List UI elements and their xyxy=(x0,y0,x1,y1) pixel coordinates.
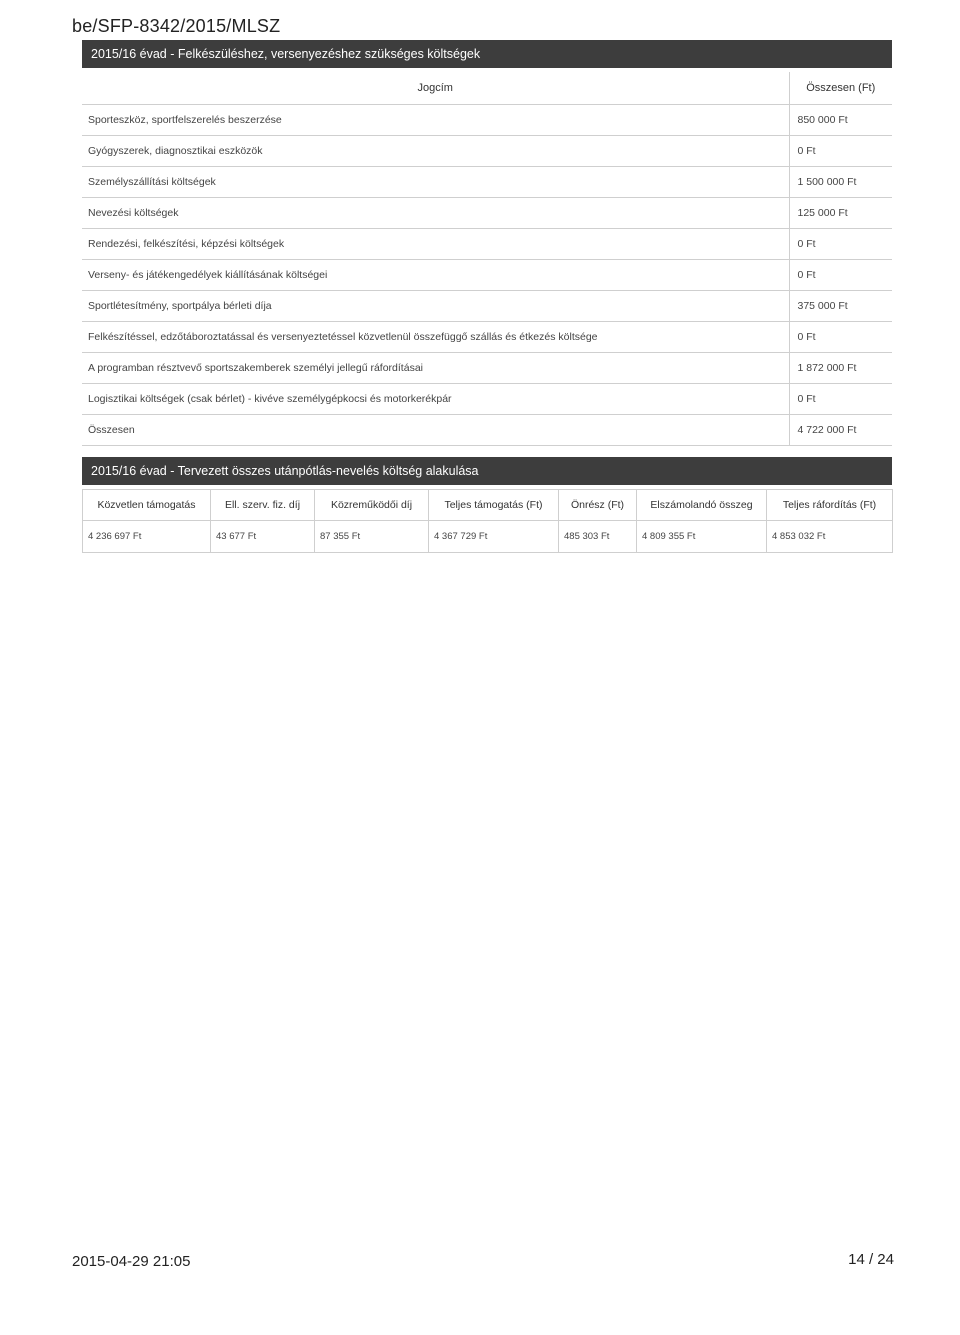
row-label: Rendezési, felkészítési, képzési költségek xyxy=(82,229,789,260)
section-title-summary: 2015/16 évad - Tervezett összes utánpótlás-nevelés költség alakulása xyxy=(82,457,892,485)
header-intermediary-fee: Közreműködői díj xyxy=(315,490,429,521)
table-row xyxy=(82,291,892,322)
total-label: Összesen xyxy=(82,415,789,446)
summary-header-row xyxy=(83,490,893,521)
value-control-fee: 43 677 Ft xyxy=(211,521,315,553)
table-header-row xyxy=(82,72,892,105)
table-row xyxy=(82,384,892,415)
value-total-support: 4 367 729 Ft xyxy=(429,521,559,553)
row-label: Sporteszköz, sportfelszerelés beszerzése xyxy=(82,105,789,136)
row-amount: 850 000 Ft xyxy=(789,105,892,136)
header-amount: Összesen (Ft) xyxy=(789,72,892,105)
row-label: Személyszállítási költségek xyxy=(82,167,789,198)
header-accountable-amount: Elszámolandó összeg xyxy=(637,490,767,521)
header-total-support: Teljes támogatás (Ft) xyxy=(429,490,559,521)
table-row xyxy=(82,136,892,167)
value-direct-support: 4 236 697 Ft xyxy=(83,521,211,553)
table-row xyxy=(82,322,892,353)
total-row xyxy=(82,415,892,446)
header-control-fee: Ell. szerv. fiz. díj xyxy=(211,490,315,521)
row-label: Sportlétesítmény, sportpálya bérleti díja xyxy=(82,291,789,322)
value-intermediary-fee: 87 355 Ft xyxy=(315,521,429,553)
row-label: Nevezési költségek xyxy=(82,198,789,229)
value-accountable-amount: 4 809 355 Ft xyxy=(637,521,767,553)
row-amount: 1 500 000 Ft xyxy=(789,167,892,198)
row-amount: 375 000 Ft xyxy=(789,291,892,322)
header-title: Jogcím xyxy=(82,72,789,105)
table-row xyxy=(82,198,892,229)
row-amount: 0 Ft xyxy=(789,322,892,353)
header-direct-support: Közvetlen támogatás xyxy=(83,490,211,521)
value-total-expenditure: 4 853 032 Ft xyxy=(767,521,893,553)
cost-table xyxy=(82,72,892,446)
row-label: Verseny- és játékengedélyek kiállításának költségei xyxy=(82,260,789,291)
table-row xyxy=(82,260,892,291)
table-row xyxy=(82,353,892,384)
row-amount: 125 000 Ft xyxy=(789,198,892,229)
row-label: Logisztikai költségek (csak bérlet) - kivéve személygépkocsi és motorkerékpár xyxy=(82,384,789,415)
section-title-costs: 2015/16 évad - Felkészüléshez, versenyezéshez szükséges költségek xyxy=(82,40,892,68)
row-amount: 0 Ft xyxy=(789,260,892,291)
row-amount: 0 Ft xyxy=(789,229,892,260)
summary-values-row xyxy=(83,521,893,553)
row-label: A programban résztvevő sportszakemberek személyi jellegű ráfordításai xyxy=(82,353,789,384)
header-own-contribution: Önrész (Ft) xyxy=(559,490,637,521)
row-label: Felkészítéssel, edzőtáboroztatással és versenyeztetéssel közvetlenül összefüggő szállás és étkezés költsége xyxy=(82,322,789,353)
page-number: 14 / 24 xyxy=(848,1251,894,1268)
total-amount: 4 722 000 Ft xyxy=(789,415,892,446)
row-label: Gyógyszerek, diagnosztikai eszközök xyxy=(82,136,789,167)
row-amount: 0 Ft xyxy=(789,136,892,167)
table-row xyxy=(82,105,892,136)
document-id: be/SFP-8342/2015/MLSZ xyxy=(72,16,281,36)
row-amount: 1 872 000 Ft xyxy=(789,353,892,384)
table-row xyxy=(82,229,892,260)
value-own-contribution: 485 303 Ft xyxy=(559,521,637,553)
row-amount: 0 Ft xyxy=(789,384,892,415)
header-total-expenditure: Teljes ráfordítás (Ft) xyxy=(767,490,893,521)
summary-table xyxy=(82,489,893,553)
footer-datetime: 2015-04-29 21:05 xyxy=(72,1253,191,1270)
table-row xyxy=(82,167,892,198)
